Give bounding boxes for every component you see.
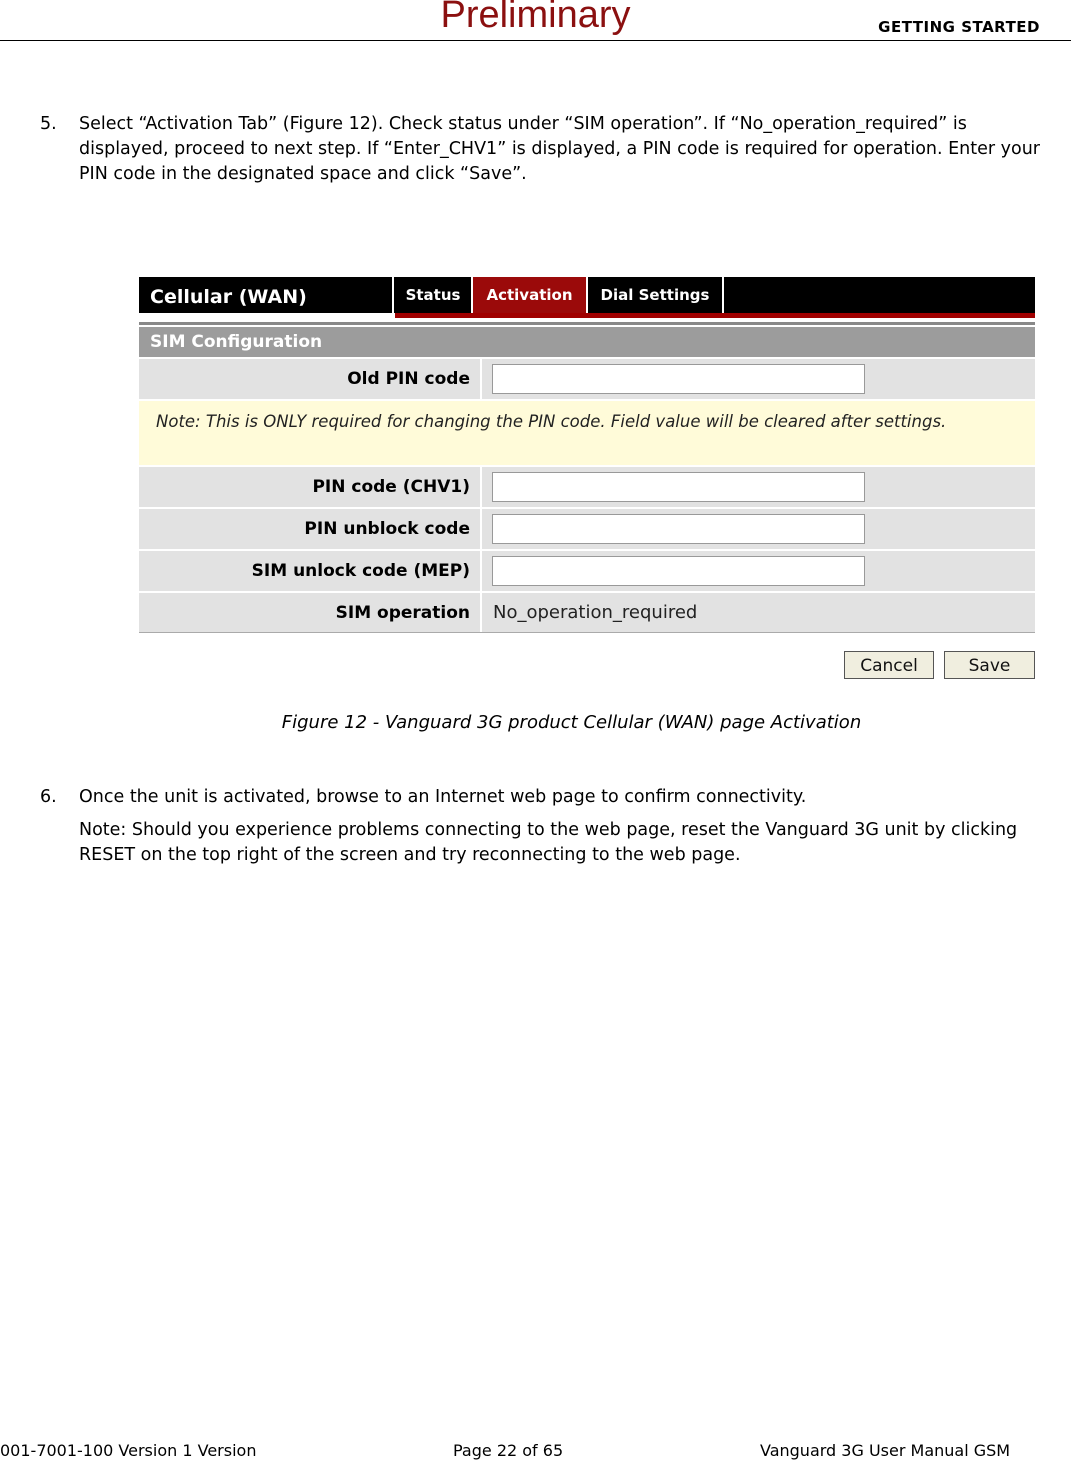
cancel-button[interactable]: Cancel [844,651,934,679]
old-pin-label: Old PIN code [347,369,470,389]
sim-operation-value: No_operation_required [493,602,698,623]
tab-status[interactable]: Status [395,277,473,313]
section-title: GETTING STARTED [878,18,1040,36]
step-text: Once the unit is activated, browse to an Internet web page to confirm connectivity. [79,787,807,807]
footer-doc-number: 001-7001-100 Version 1 Version [0,1441,257,1460]
sim-operation-label: SIM operation [335,603,470,623]
old-pin-input[interactable] [492,364,865,394]
pin-note-text: Note: This is ONLY required for changing the PIN code. Field value will be cleared after settings. [156,412,947,431]
sim-unlock-label: SIM unlock code (MEP) [251,561,470,581]
step-number: 6. [40,787,57,807]
footer-manual-title: Vanguard 3G User Manual GSM [760,1441,1011,1460]
old-pin-row [139,359,1035,399]
cellular-wan-screenshot [139,277,1035,682]
preliminary-watermark: Preliminary [440,0,631,36]
save-button[interactable]: Save [944,651,1035,679]
pin-code-input[interactable] [492,472,865,502]
tab-dial-settings[interactable]: Dial Settings [588,277,724,313]
sim-operation-row [139,593,1035,633]
pin-unblock-row [139,509,1035,549]
step-6-note: Note: Should you experience problems connecting to the web page, reset the Vanguard 3G unit by clicking RESET on the top right of the screen and try reconnecting to the web page. [79,820,1018,865]
footer-page-number: Page 22 of 65 [453,1441,564,1460]
step-number: 5. [40,114,57,134]
form-bottom-divider [139,632,1035,633]
pin-unblock-label: PIN unblock code [304,519,470,539]
page-title: Cellular (WAN) [150,286,307,308]
title-divider [392,277,394,321]
header-rule [0,40,1071,41]
sim-unlock-input[interactable] [492,556,865,586]
pin-unblock-input[interactable] [492,514,865,544]
step-text: Select “Activation Tab” (Figure 12). Check status under “SIM operation”. If “No_operation_required” is displayed, proceed to next step. If “Enter_CHV1” is displayed, a PIN code is required for operation. Enter your PIN code in the designated space and click “Save”. [79,114,1041,184]
tab-activation[interactable]: Activation [473,277,588,317]
pin-note [139,401,1035,465]
pin-code-row [139,467,1035,507]
figure-caption: Figure 12 - Vanguard 3G product Cellular (WAN) page Activation [281,712,862,733]
pin-code-label: PIN code (CHV1) [312,477,470,497]
active-tab-underline [395,313,1035,318]
sim-unlock-row [139,551,1035,591]
divider [139,322,1035,325]
sim-configuration-header: SIM Configuration [139,327,1035,357]
